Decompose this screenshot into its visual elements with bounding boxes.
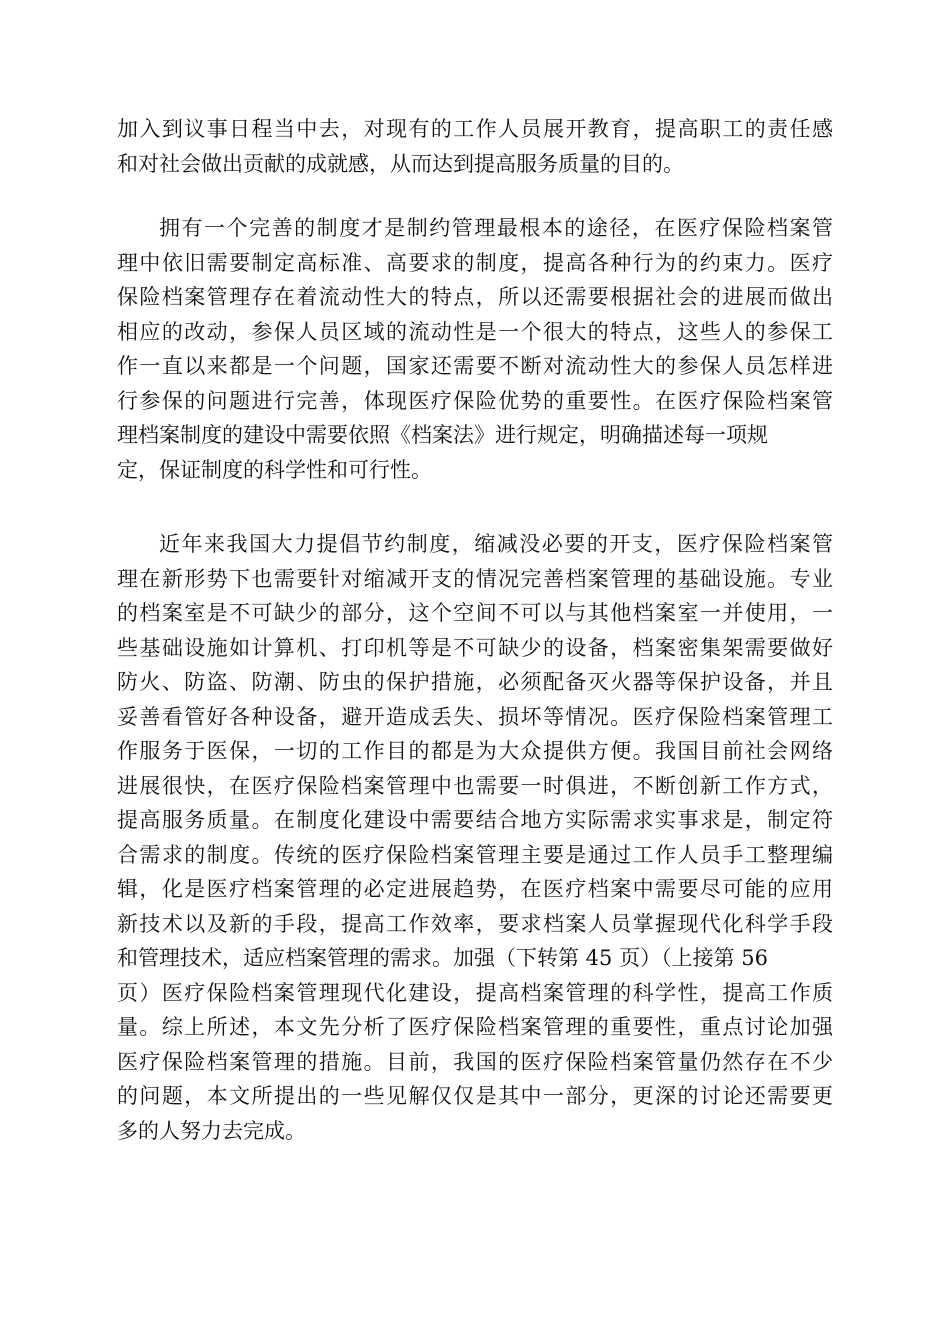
paragraph-3-line: 多的人努力去完成。: [117, 1118, 306, 1143]
paragraph-3-line: 合需求的制度。传统的医疗保险档案管理主要是通过工作人员手工整理编: [117, 842, 833, 867]
paragraph-2-line: 理中依旧需要制定高标准、高要求的制度，提高各种行为的约束力。医疗: [117, 250, 833, 275]
paragraph-2-line: 理档案制度的建设中需要依照《档案法》进行规定，明确描述每一项规: [117, 423, 768, 447]
paragraph-3-line: 和管理技术，适应档案管理的需求。加强（下转第 45 页）（上接第 56: [117, 946, 768, 970]
paragraph-2: [117, 211, 833, 487]
paragraph-2-line: 作一直以来都是一个问题，国家还需要不断对流动性大的参保人员怎样进: [117, 354, 833, 378]
paragraph-2-line: 定，保证制度的科学性和可行性。: [117, 457, 432, 482]
paragraph-2-line: 拥有一个完善的制度才是制约管理最根本的途径，在医疗保险档案管: [159, 216, 833, 240]
paragraph-2-line: 行参保的问题进行完善，体现医疗保险优势的重要性。在医疗保险档案管: [117, 388, 833, 413]
paragraph-3-line: 的档案室是不可缺少的部分，这个空间不可以与其他档案室一并使用，一: [117, 601, 833, 625]
paragraph-3-line: 辑，化是医疗档案管理的必定进展趋势，在医疗档案中需要尽可能的应用: [117, 877, 833, 901]
paragraph-1-line: 加入到议事日程当中去，对现有的工作人员展开教育，提高职工的责任感: [117, 117, 833, 141]
paragraph-3-line: 量。综上所述，本文先分析了医疗保险档案管理的重要性，重点讨论加强: [117, 1015, 833, 1039]
paragraph-3-line: 的问题，本文所提出的一些见解仅仅是其中一部分，更深的讨论还需要更: [117, 1084, 833, 1108]
paragraph-2-line: 保险档案管理存在着流动性大的特点，所以还需要根据社会的进展而做出: [117, 285, 833, 309]
paragraph-3: [117, 527, 833, 1148]
paragraph-3-line: 些基础设施如计算机、打印机等是不可缺少的设备，档案密集架需要做好: [117, 635, 833, 660]
paragraph-3-line: 进展很快，在医疗保险档案管理中也需要一时俱进，不断创新工作方式，: [117, 773, 833, 798]
paragraph-1-line: 和对社会做出贡献的成就感，从而达到提高服务质量的目的。: [117, 151, 684, 176]
paragraph-3-line: 提高服务质量。在制度化建设中需要结合地方实际需求实事求是，制定符: [117, 808, 833, 832]
paragraph-2-line: 相应的改动，参保人员区域的流动性是一个很大的特点，这些人的参保工: [117, 319, 833, 344]
paragraph-3-line: 防火、防盗、防潮、防虫的保护措施，必须配备灭火器等保护设备，并且: [117, 670, 833, 694]
paragraph-3-line: 页）医疗保险档案管理现代化建设，提高档案管理的科学性，提高工作质: [117, 980, 833, 1005]
paragraph-3-line: 作服务于医保，一切的工作目的都是为大众提供方便。我国目前社会网络: [117, 739, 833, 763]
paragraph-3-line: 近年来我国大力提倡节约制度，缩减没必要的开支，医疗保险档案管: [159, 532, 833, 556]
paragraph-3-line: 理在新形势下也需要针对缩减开支的情况完善档案管理的基础设施。专业: [117, 566, 833, 591]
paragraph-3-line: 新技术以及新的手段，提高工作效率，要求档案人员掌握现代化科学手段: [117, 911, 833, 936]
paragraph-1: [117, 112, 833, 181]
paragraph-3-line: 妥善看管好各种设备，避开造成丢失、损坏等情况。医疗保险档案管理工: [117, 704, 833, 729]
paragraph-3-line: 医疗保险档案管理的措施。目前，我国的医疗保险档案管量仍然存在不少: [117, 1049, 833, 1074]
